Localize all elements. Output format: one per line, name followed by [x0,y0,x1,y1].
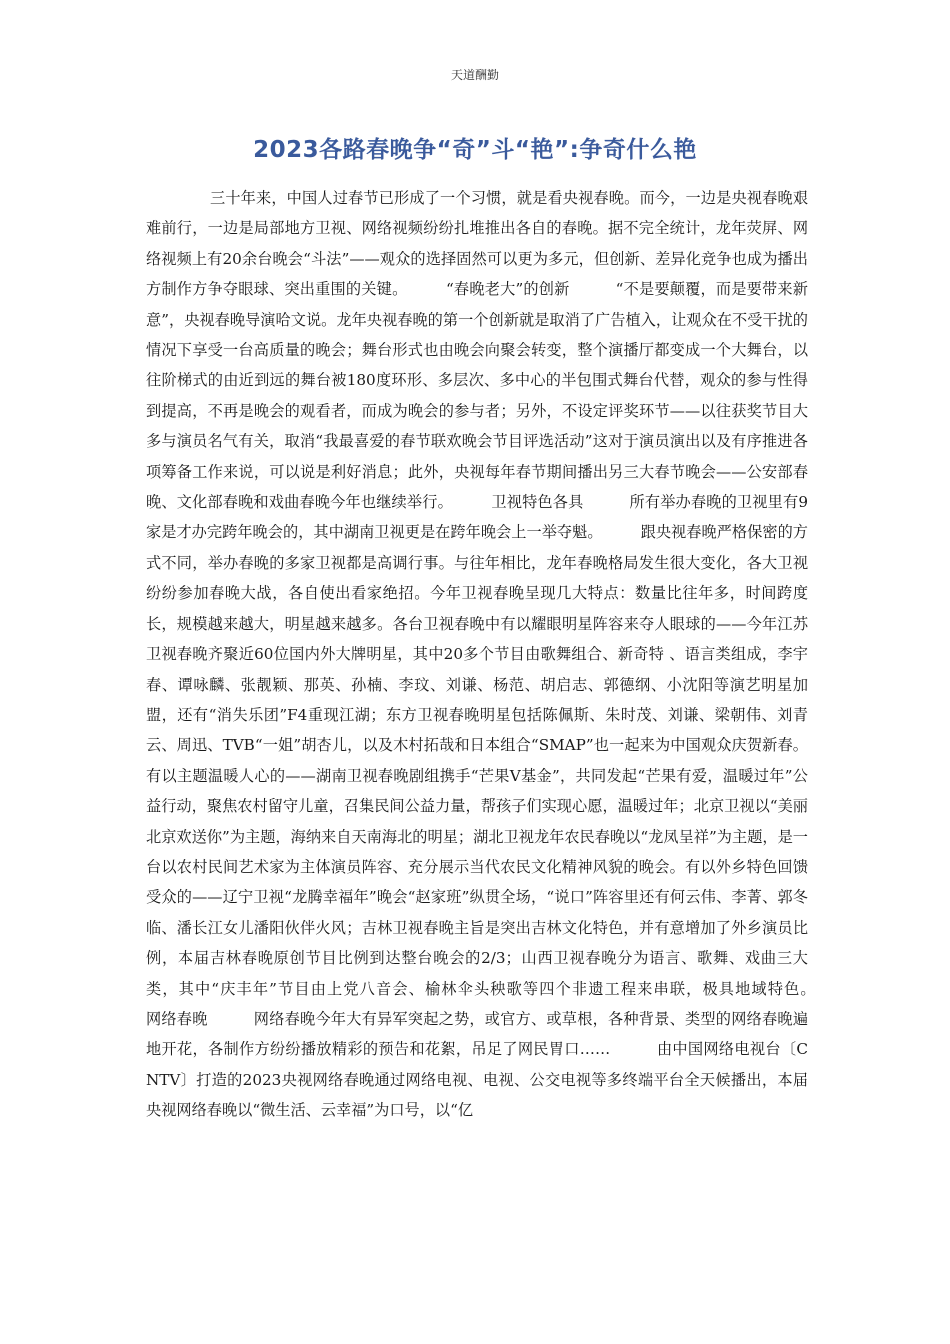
document-body [146,183,854,1126]
document-title: 2023各路春晚争“奇”斗“艳”:争奇什么艳 [253,137,697,163]
body-paragraph: 三十年来，中国人过春节已形成了一个习惯，就是看央视春晚。而今，一边是央视春晚艰难前行，一边是局部地方卫视、网络视频纷纷扎堆推出各自的春晚。据不完全统计，龙年荧屏、网络视频上有20余台晚会“斗法”——观众的选择固然可以更为多元，但创新、差异化竞争也成为播出方制作方争夺眼球、突出重围的关键。 “春晚老大”的创新 “不是要颠覆，而是要带来新意”，央视春晚导演哈文说。龙年央视春晚的第一个创新就是取消了广告植入，让观众在不受干扰的情况下享受一台高质量的晚会；舞台形式也由晚会向聚会转变，整个演播厅都变成一个大舞台，以往阶梯式的由近到远的舞台被180度环形、多层次、多中心的半包围式舞台代替，观众的参与性得到提高，不再是晚会的观看者，而成为晚会的参与者；另外，不设定评奖环节——以往获奖节目大多与演员名气有关，取消“我最喜爱的春节联欢晚会节目评选活动”这对于演员演出以及有序推进各项筹备工作来说，可以说是利好消息；此外，央视每年春节期间播出另三大春节晚会——公安部春晚、文化部春晚和戏曲春晚今年也继续举行。 卫视特色各具 所有举办春晚的卫视里有9家是才办完跨年晚会的，其中湖南卫视更是在跨年晚会上一举夺魁。 跟央视春晚严格保密的方式不同，举办春晚的多家卫视都是高调行事。与往年相比，龙年春晚格局发生很大变化，各大卫视纷纷参加春晚大战，各自使出看家绝招。今年卫视春晚呈现几大特点：数量比往年多，时间跨度长，规模越来越大，明星越来越多。各台卫视春晚中有以耀眼明星阵容来夺人眼球的——今年江苏卫视春晚齐聚近60位国内外大牌明星，其中20多个节目由歌舞组合、新奇特 、语言类组成，李宇春、谭咏麟、张靓颖、那英、孙楠、李玟、刘谦、杨范、胡启志、郭德纲、小沈阳等演艺明星加盟，还有“消失乐团”F4重现江湖；东方卫视春晚明星包括陈佩斯、朱时茂、刘谦、梁朝伟、刘青云、周迅、TVB“一姐”胡杏儿，以及木村拓哉和日本组合“SMAP”也一起来为中国观众庆贺新春。有以主题温暖人心的——湖南卫视春晚剧组携手“芒果V基金”，共同发起“芒果有爱，温暖过年”公益行动，聚焦农村留守儿童，召集民间公益力量，帮孩子们实现心愿，温暖过年；北京卫视以“美丽北京欢送你”为主题，海纳来自天南海北的明星；湖北卫视龙年农民春晚以“龙凤呈祥”为主题，是一台以农村民间艺术家为主体演员阵容、充分展示当代农民文化精神风貌的晚会。有以外乡特色回馈受众的——辽宁卫视“龙腾幸福年”晚会“赵家班”纵贯全场，“说口”阵容里还有何云伟、李菁、郭冬临、潘长江女儿潘阳伙伴火风；吉林卫视春晚主旨是突出吉林文化特色，并有意增加了外乡演员比例，本届吉林春晚原创节目比例到达整台晚会的2/3；山西卫视春晚分为语言、歌舞、戏曲三大类，其中“庆丰年”节目由上党八音会、榆林伞头秧歌等四个非遗工程来串联，极具地域特色。 网络春晚 网络春晚今年大有异军突起之势，或官方、或草根，各种背景、类型的网络春晚遍地开花，各制作方纷纷播放精彩的预告和花絮，吊足了网民胃口…… 由中国网络电视台〔CNTV〕打造的2023央视网络春晚通过网络电视、电视、公交电视等多终端平台全天候播出，本届央视网络春晚以“微生活、云幸福”为口号，以“亿 [146,189,854,1120]
page-header: 天道酬勤 [450,68,499,82]
